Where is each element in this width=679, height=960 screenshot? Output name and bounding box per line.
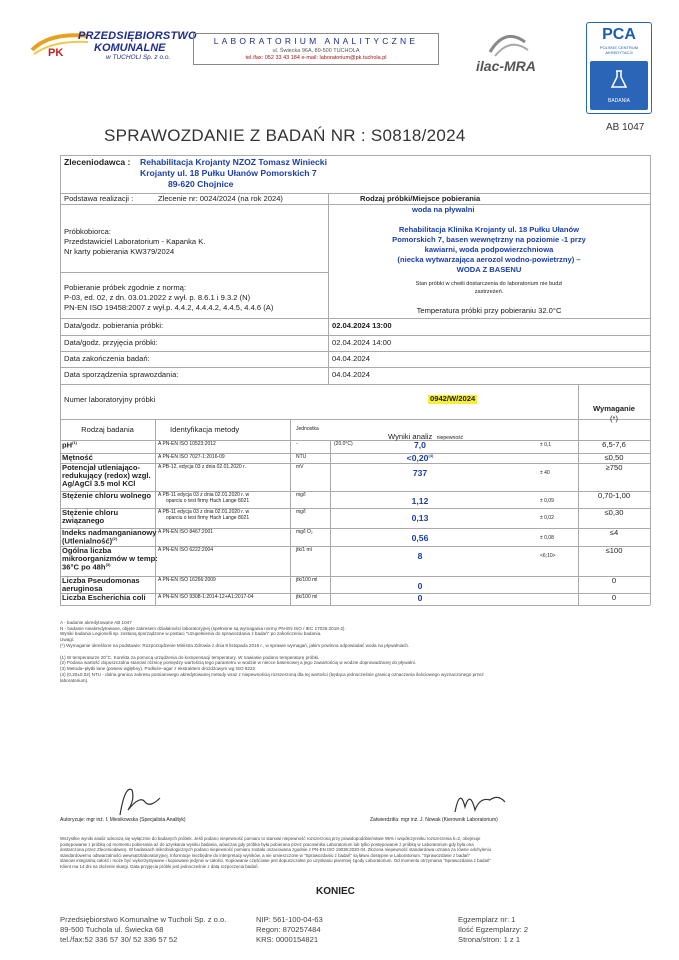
method-id: A PB-11 edycja 03 z dnia 02.01.2020 r. w <box>158 509 250 515</box>
ilac-mra-logo: ilac-MRA <box>476 58 536 74</box>
unit: mg/l O₂ <box>296 529 313 535</box>
note-line: Uwagi: <box>60 637 75 643</box>
sample-number: 0942/W/2024 <box>430 394 476 403</box>
unit: mV <box>296 464 304 470</box>
signature-right-icon <box>450 782 510 822</box>
param-name: Ogólna liczba <box>62 546 112 555</box>
result-value: 8 <box>417 551 423 561</box>
note-line: Wyniki badania Legionelli sp. zostaną sporządzone w postaci "Uzupełnienia do sprawozdania z badań" po zakończeniu badania. <box>60 631 322 637</box>
company-name-2: KOMUNALNE <box>94 42 166 54</box>
unit: - <box>296 441 298 447</box>
svg-text:PK: PK <box>48 47 64 58</box>
location-line4: (niecka wytwarzająca aerozol wodno-powietrzny) – <box>397 255 581 264</box>
method-id: A PN-EN ISO 10523:2012 <box>158 441 216 447</box>
requirement: 0 <box>611 576 617 585</box>
result-value: 737 <box>412 468 428 478</box>
method-id: A PN-EN ISO 16266:2009 <box>158 577 216 583</box>
unit: jtk/100 ml <box>296 577 318 583</box>
footer-address: 89-500 Tuchola ul. Świecka 68 <box>60 925 164 934</box>
param-name-line3: Ag/AgCl 3.5 mol KCl <box>62 479 136 488</box>
end-marker: KONIEC <box>316 886 355 897</box>
date-end-label: Data zakończenia badań: <box>64 354 150 363</box>
method-id: A PB-11 edycja 03 z dnia 02.01.2020 r. w <box>158 492 250 498</box>
norm-line2: PN-EN ISO 19458:2007 z wył.p. 4.4.2, 4.4.4.2, 4.4.5, 4.4.6 (A) <box>64 303 274 312</box>
method-id-line2: oparciu o test firmy Hach Lange 8021 <box>166 498 250 504</box>
date-receipt-value: 02.04.2024 14:00 <box>332 338 392 347</box>
param-name-line2: aeruginosa <box>62 584 103 593</box>
param-name: Stężenie chloru <box>62 508 119 517</box>
signature-left: Autoryzuje: mgr inż. I. Miesikowska (Specjalista Analityk) <box>60 817 186 823</box>
uncertainty: ± 0,08 <box>540 535 554 541</box>
param-footnote: (3) <box>105 562 111 567</box>
param-name: Liczba Escherichia coli <box>62 593 146 602</box>
pca-logo <box>586 22 652 114</box>
method-header: Identyfikacja metody <box>170 425 240 434</box>
method-id: A PN-EN ISO 8467:2001 <box>158 529 214 535</box>
param-name-line2: (Utlenialność)$^{(2)}$ <box>62 536 118 546</box>
uncertainty: ± 0,02 <box>540 515 554 521</box>
result-value: 1,12 <box>411 496 429 506</box>
client-label: Zleceniodawca : <box>64 157 131 167</box>
param-name-line3: 36°C po $48h^{(3)}$ <box>62 562 111 572</box>
result-footnote: (4) <box>428 453 434 459</box>
uncertainty: ± 40 <box>540 470 550 476</box>
param-name-line2: związanego <box>62 516 105 525</box>
note-line: (3) Metoda–płytki lane (posiew wgłębny). Podłoże–agar z ekstraktem drożdżowym wg ISO 6222 <box>60 666 256 672</box>
unit: mg/l <box>296 509 306 515</box>
uncertainty: <6;10> <box>540 553 556 559</box>
company-name-3: w TUCHOLI Sp. z o.o. <box>106 54 171 61</box>
note-line: N - badanie nieakredytowane, objęte zakresem działalności laboratoryjnej (spełnione są wymagania normy PN-EN ISO / IEC 17025:2018-2). <box>60 625 346 631</box>
param-name: Stężenie chloru wolnego <box>62 491 152 500</box>
footer-copies: Ilość Egzemplarzy: 2 <box>458 925 529 934</box>
requirement: 0,70-1,00 <box>597 491 631 500</box>
requirement: ≤4 <box>609 528 619 537</box>
note-line: A - badanie akredytowane AB 1047 <box>60 620 132 625</box>
pca-badge-label: BADANIA <box>608 98 630 104</box>
client-city: 89-620 Chojnice <box>168 179 234 189</box>
date-report-value: 04.04.2024 <box>332 370 371 379</box>
method-id: A PB-12, edycja 03 z dnia 02.01.2020 r. <box>158 464 246 470</box>
pca-title: PCA <box>602 26 636 43</box>
sampling-card: Nr karty pobierania KW379/2024 <box>64 247 175 256</box>
accreditation-number: AB 1047 <box>606 122 645 133</box>
location-line2: Pomorskich 7, basen wewnętrzny na poziomie -1 przy <box>392 235 586 244</box>
location-line5: WODA Z BASENU <box>456 265 522 274</box>
unit: jtk/100 ml <box>296 594 318 600</box>
lab-header-box <box>193 33 439 65</box>
lab-address: ul. Świecka 96A, 89-500 TUCHOLA <box>272 48 360 54</box>
notes <box>60 620 660 683</box>
note-line: (4) (0,20±0,02) NTU - dolna granica zakresu pomiarowego akredytowanej metody wraz z niepewnością rozszerzoną dla tej wartości (będąca jednocześnie granicą oznaczania ilościowego wyznaczonego przez <box>60 671 484 677</box>
result-value: 0 <box>417 581 423 591</box>
unit: mg/l <box>296 492 306 498</box>
client-name: Rehabilitacja Krojanty NZOZ Tomasz Winiecki <box>140 157 327 167</box>
disclaimer-line: stanowi integralną całość i może być wykorzystywane i kopiowane jedynie w całości. Kopiowanie częściowe jest dopuszczalne po uzyskaniu pisemnej zgody Laboratorium. Od momentu otrzymania "Sprawozdania z badań" <box>60 858 491 863</box>
note-line: (2) Podana wartość dopuszczalna stanowi różnicę pomiędzy wartością tego parametru w wodzie w niecce basenowej a jego zawartością w wodzie doprowadzanej do pływalni. <box>60 660 416 666</box>
param-name: Indeks nadmanganianowy <box>62 528 157 537</box>
date-receipt-label: Data/godz. przyjęcia próbki: <box>64 338 158 347</box>
uncertainty: ± 0,1 <box>540 442 552 448</box>
result-value: 0,13 <box>411 513 429 523</box>
param-name: Liczba Pseudomonas <box>62 576 140 585</box>
date-sampling-label: Data/godz. pobierania próbki: <box>64 321 164 330</box>
footer-krs: KRS: 0000154821 <box>256 935 319 944</box>
param-footnote: (2) <box>112 536 118 541</box>
disclaimer <box>60 836 660 869</box>
result-value: 0 <box>417 593 423 603</box>
unit-header: Jednostka <box>296 426 319 432</box>
requirement: 0 <box>611 593 617 602</box>
result-value: 7,0 <box>414 440 426 450</box>
company-name-1: PRZEDSIĘBIORSTWO <box>78 30 197 42</box>
client-address: Krojanty ul. 18 Pułku Ułanów Pomorskich 7 <box>140 168 317 178</box>
disclaimer-line: Klient ma 14 dni na złożenie skargi. Data przyjęcia próbki jest jednocześnie z datą rozpoczęcia badań. <box>60 863 259 869</box>
req-header-sub: (*) <box>609 414 618 423</box>
company-logo <box>30 22 197 67</box>
norm-line1: P-03, ed. 02, z dn. 03.01.2022 z wył. p. 8.6.1 i 9.3.2 (N) <box>64 293 251 302</box>
requirement: 6,5-7,6 <box>602 440 626 449</box>
location-line3: kawiarni, woda podpowierzchniowa <box>424 245 554 254</box>
date-end-value: 04.04.2024 <box>332 354 371 363</box>
disclaimer-line: standardowemu odtwarzalności wewnątrzlaboratoryjnej. Informacje niezbędne do interpretacji wyników, a nie umieszczone w "Sprawozdaniu z badań" są łatwo dostępne w Laboratorium. "Sprawozdanie z badań" <box>60 852 471 858</box>
sample-number-label: Numer laboratoryjny próbki <box>64 395 156 404</box>
req-header: Wymaganie <box>592 404 636 413</box>
flask-icon <box>609 69 629 89</box>
results-header: Wyniki analiz niepewność <box>388 432 464 441</box>
signature-left-icon <box>110 780 170 820</box>
result-value: 0,56 <box>411 533 429 543</box>
pca-subtitle: POLSKIE CENTRUM AKREDYTACJI <box>599 45 639 55</box>
result-value: $<0,20^{(4)}$ <box>406 453 434 463</box>
norm-label: Pobieranie próbek zgodnie z normą: <box>64 283 186 292</box>
sample-type-label: Rodzaj próbki/Miejsce pobierania <box>360 194 481 203</box>
pca-badge <box>590 61 648 110</box>
date-sampling-value: 02.04.2024 13:00 <box>332 321 392 330</box>
disclaimer-line: Wszystkie wyniki analiz odnoszą się wyłącznie do badanych próbek. Jeśli podano niepewność pomiaru to stanowi niepewność rozszerzoną przy prawdopodobieństwie 95% i współczynniku rozszerzenia k=2, obejmuje <box>60 836 481 841</box>
requirement: ≤0,50 <box>604 453 624 462</box>
uncertainty: ± 0,09 <box>540 498 554 504</box>
footer-regon: Regon: 870257484 <box>256 925 321 934</box>
unit: jtk/1 ml <box>296 547 312 553</box>
requirement: ≤100 <box>605 546 623 555</box>
param-name: Potencjał utleniająco- <box>62 463 141 472</box>
param-name: Mętność <box>62 453 93 462</box>
param-header: Rodzaj badania <box>81 425 134 434</box>
method-id: A PN-EN ISO 6222:2004 <box>158 547 214 553</box>
disclaimer-line: postępowanie z próbką od momentu pobierania aż do uzyskania wyniku badania, wówczas gdy próbka była pobierana przez pracownika Laboratorium lub tylko postępowanie z próbką w Laboratorium gdy była ona <box>60 841 474 847</box>
sample-state-2: zastrzeżeń. <box>474 289 504 295</box>
method-id: A PN-EN ISO 9308-1:2014-12+A1:2017-04 <box>158 594 254 600</box>
footer-company: Przedsiębiorstwo Komunalne w Tucholi Sp. z o.o. <box>60 915 227 924</box>
note-line: laboratorium). <box>60 677 89 683</box>
footer-phone: tel./fax:52 336 57 30/ 52 336 57 52 <box>60 935 178 944</box>
report-title: SPRAWOZDANIE Z BADAŃ NR : S0818/2024 <box>104 126 466 145</box>
method-id: A PN-EN ISO 7027-1:2016-09 <box>158 454 225 460</box>
sample-type: woda na pływalni <box>412 205 475 214</box>
param-name: $pH^{(1)}$ <box>62 440 78 450</box>
method-id-line2: oparciu o test firmy Hach Lange 8021 <box>166 515 250 521</box>
sample-temperature: Temperatura próbki przy pobieraniu 32.0°C <box>416 306 562 315</box>
location-line1: Rehabilitacja Klinika Krojanty ul. 18 Pułku Ułanów <box>398 225 580 234</box>
lab-title: LABORATORIUM ANALITYCZNE <box>213 36 419 46</box>
signature-right: Zatwierdził/a: mgr inż. J. Nowak (Kierownik Laboratorium) <box>370 817 498 823</box>
note-line: (1) W temperaturze 20°C. Korekta za pomocą urządzenia do kompensacji temperatury. W nawiasie podano temperaturę próbki. <box>60 654 320 660</box>
sampler-value: Przedstawiciel Laboratorium - Kapanka K. <box>64 237 206 246</box>
footer-copy-number: Egzemplarz nr: 1 <box>458 915 516 924</box>
footer-nip: NIP: 561-100-04-63 <box>256 915 323 924</box>
footer-pages: Strona/stron: 1 z 1 <box>458 935 521 944</box>
note-line: (*) Wymaganie określone na podstawie: Rozporządzenie Ministra Zdrowia z dnia 9 listopada 2015 r., w sprawie wymagań, jakim powinna odpowiadać woda na pływalniach. <box>60 642 410 648</box>
requirement: ≥750 <box>605 463 623 472</box>
param-name-line2: mikroorganizmów w temp: <box>62 554 158 563</box>
requirement: ≤0,30 <box>604 508 624 517</box>
param-footnote: (1) <box>72 440 78 445</box>
basis-value: Zlecenie nr: 0024/2024 (na rok 2024) <box>158 194 283 203</box>
unit: NTU <box>296 454 307 460</box>
sample-state-1: Stan próbki w chwili dostarczenia do laboratorium nie budzi <box>415 281 563 287</box>
basis-label: Podstawa realizacji : <box>64 194 134 203</box>
sampler-label: Próbkobiorca: <box>64 227 111 236</box>
measurement-condition: (20.0°C) <box>334 441 353 447</box>
param-name-line2: redukujący (redox) wzgl. <box>62 471 151 480</box>
disclaimer-line: dostarczona przez Zleceniodawcę. W badaniach mikrobiologicznych podano niepewność pomiaru zostało oszacowana zgodnie z PN-EN ISO 19036:2020-04. Złożona niepewność standardowa uznana za równe odchyleniu <box>60 847 492 852</box>
lab-contact: tel./fax: 052 33 43 184 e-mail: laboratorium@pk.tuchola.pl <box>245 55 387 61</box>
date-report-label: Data sporządzenia sprawozdania: <box>64 370 179 379</box>
